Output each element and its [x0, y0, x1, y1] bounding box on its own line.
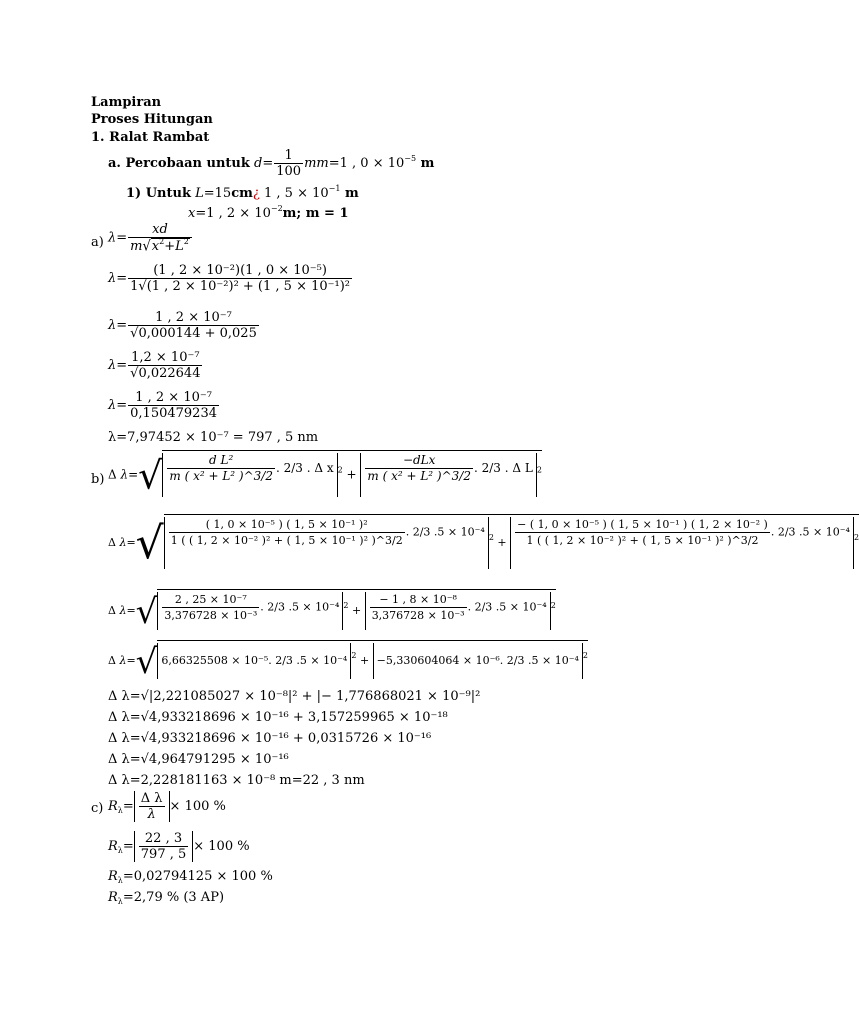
eq-a-4: λ= $\frac{\text{1,2 × 10⁻⁷}}{√0,022644}$: [108, 350, 201, 381]
eq-a-3: λ= $\frac{\text{1 , 2 × 10⁻⁷}}{√0,000144 + 0,025}$: [108, 310, 257, 341]
heading-ralat-rambat: 1. Ralat Rambat: [91, 130, 210, 145]
eq-c-1: $R_\lambda=$ $\frac{\text{Δ λ}}{\lambda}$ × 100 %: [108, 791, 226, 822]
eq-b-9-result: Δ λ=2,228181163 × 10⁻⁸ m=22 , 3 nm: [108, 773, 365, 788]
section-a-label: a. Percobaan untuk: [108, 156, 250, 171]
section-a-percobaan: a. Percobaan untuk d= $\frac{1}{100}$ mm=1 , $0 \times 10^{-5}$ m: [108, 148, 435, 179]
eq-a-6-result: λ=7,97452 × 10⁻⁷ = 797 , 5 nm: [108, 430, 319, 445]
eq-b-2: Δ λ=√ $\frac{\text{( 1, 0 × 10⁻⁵ ) ( 1, 5 × 10⁻¹ )²}}{\text{1 ( ( 1, 2 × 10⁻² )² + ( 1, 5 × 10⁻¹ )² )\textasciicircum{}3/2}}$ . 2/3 .5 × 10⁻⁴ $^2$ + $\frac{\text{− ( 1, 0 × 10⁻⁵ ) ( 1, 5 × 10⁻¹ ) ( 1, 2 × 10⁻² )}}{\text{1 ( ( 1, 2 × 10⁻² )² + ( 1, 5 × 10⁻¹ )² )\textasciicircum{}3/2}}$ . 2/3 .5 × 10⁻⁴ $^2$: [108, 514, 859, 569]
eq-c-4-result: $R_\lambda=2,79$ % (3 AP): [108, 890, 225, 906]
eq-b-4: Δ λ=√ 6,66325508 × 10⁻⁵. 2/3 .5 × 10⁻⁴ $^2$ + −5,330604064 × 10⁻⁶. 2/3 .5 × 10⁻⁴ $^2$: [108, 642, 589, 682]
heading-proses-hitungan: Proses Hitungan: [91, 112, 213, 127]
eq-c-3: $R_\lambda=0,02794125 \times 100$ %: [108, 869, 273, 885]
section-1-x-value: x=1 , $2 \times 10^{-2}m$; m = 1: [188, 204, 349, 221]
eq-a-1: λ= $\frac{xd}{m√x^2+L^2}$: [108, 222, 193, 254]
eq-a-5: λ= $\frac{\text{1 , 2 × 10⁻⁷}}{0,150479234}$: [108, 390, 217, 421]
marker-b: b): [91, 472, 105, 487]
section-1-untuk: 1) Untuk L=15cm¿ 1 , $5 \times 10^{-1}$ m: [126, 184, 359, 201]
eq-b-3: Δ λ=√ $\frac{\text{2 , 25 × 10⁻⁷}}{\text{3,376728 × 10⁻³}}$ . 2/3 .5 × 10⁻⁴ $^2$ + $\frac{\text{− 1 , 8 × 10⁻⁸}}{\text{3,376728 × 10⁻³}}$ . 2/3 .5 × 10⁻⁴ $^2$: [108, 589, 556, 630]
eq-b-1: Δ λ=√ $\frac{\text{d L²}}{\text{m ( x² + L² )\textasciicircum{}3/2}}$ . 2/3 . Δ x $^2$ + −dLx m ( x² + L² )^3/2 . 2/3 . Δ L $^2$: [108, 450, 542, 497]
eq-b-8: Δ λ=√4,964791295 × 10⁻¹⁶: [108, 752, 289, 767]
eq-b-7: Δ λ=√4,933218696 × 10⁻¹⁶ + 0,0315726 × 10⁻¹⁶: [108, 731, 432, 746]
heading-lampiran: Lampiran: [91, 95, 162, 110]
eq-c-2: $R_\lambda=$ $\frac{22 , 3}{797 , 5}$ × 100 %: [108, 831, 250, 862]
marker-a: a): [91, 235, 104, 250]
marker-c: c): [91, 801, 104, 816]
fraction-1-100: $\frac{1}{100}$: [276, 148, 302, 179]
eq-b-5: Δ λ=√|2,221085027 × 10⁻⁸|² + |− 1,776868021 × 10⁻⁹|²: [108, 689, 481, 704]
eq-a-2: λ= $\frac{\text{(1 , 2 × 10⁻²)(1 , 0 × 10⁻⁵)}}{\text{1√(1 , 2 × 10⁻²)² + (1 , 5 × 10⁻¹)²}}$: [108, 263, 351, 294]
eq-b-6: Δ λ=√4,933218696 × 10⁻¹⁶ + 3,157259965 × 10⁻¹⁸: [108, 710, 448, 725]
